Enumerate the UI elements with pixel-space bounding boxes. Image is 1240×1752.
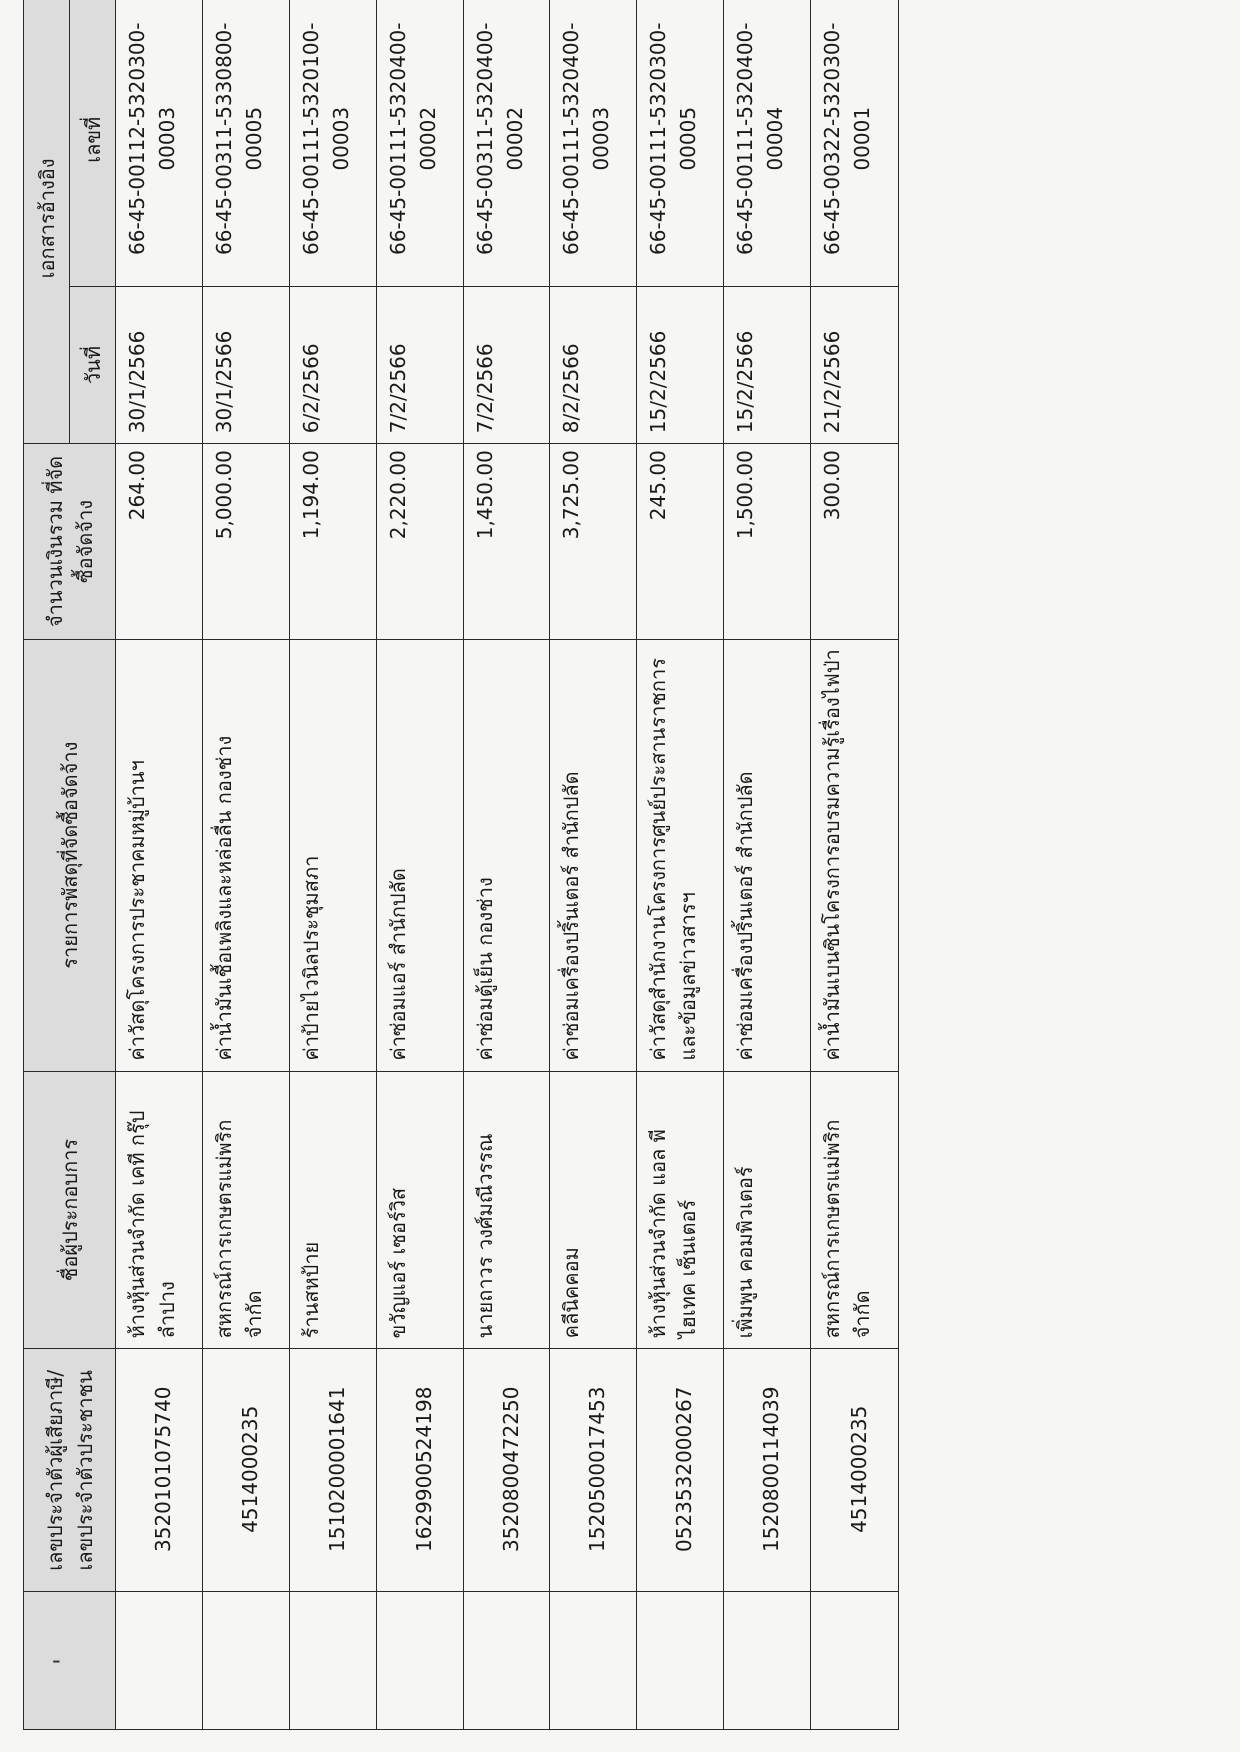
- row-vendor: ห้างหุ้นส่วนจำกัด แอล พี ไฮเทค เซ็นเตอร์: [637, 1071, 724, 1349]
- row-date: 6/2/2566: [290, 286, 377, 443]
- page-edge-mark: -: [52, 1646, 61, 1674]
- table-row: [464, 0, 550, 1730]
- row-blank-cell: [116, 1592, 203, 1730]
- row-date: 8/2/2566: [550, 286, 637, 443]
- row-date: 15/2/2566: [637, 286, 724, 443]
- row-vendor: ร้านสหป้าย: [290, 1071, 377, 1349]
- table-body: [116, 0, 899, 1730]
- header-tax-id: เลขประจำตัวผู้เสียภาษี/ เลขประจำตัวประชาชน: [24, 1349, 116, 1592]
- header-number: เลขที่: [70, 0, 116, 286]
- header-reference-doc: เอกสารอ้างอิง: [24, 0, 70, 444]
- row-amount: 1,450.00: [464, 444, 550, 639]
- row-amount: 1,500.00: [724, 444, 811, 639]
- row-doc-no: 66-45-00111-5320300-00005: [637, 0, 724, 286]
- row-item: ค่าซ่อมตู้เย็น กองช่าง: [464, 639, 550, 1071]
- row-item: ค่าน้ำมันเบนซินโครงการอบรมความรู้เรื่องไฟป่า: [811, 639, 899, 1071]
- row-amount: 264.00: [116, 444, 203, 639]
- table-row: [377, 0, 464, 1730]
- row-tax-id: 3520800472250: [464, 1349, 550, 1592]
- row-doc-no: 66-45-00111-5320400-00004: [724, 0, 811, 286]
- row-item: ค่าซ่อมแอร์ สำนักปลัด: [377, 639, 464, 1071]
- row-item: ค่าวัสดุสำนักงานโครงการศูนย์ประสานราชการและข้อมูลข่าวสารฯ: [637, 639, 724, 1071]
- row-vendor: สหกรณ์การเกษตรแม่พริก จำกัด: [811, 1071, 899, 1349]
- row-blank-cell: [464, 1592, 550, 1730]
- row-date: 15/2/2566: [724, 286, 811, 443]
- row-item: ค่าซ่อมเครื่องปริ้นเตอร์ สำนักปลัด: [724, 639, 811, 1071]
- row-doc-no: 66-45-00111-5320100-00003: [290, 0, 377, 286]
- row-blank-cell: [203, 1592, 290, 1730]
- table-row: [116, 0, 203, 1730]
- row-item: ค่าวัสดุโครงการประชาคมหมู่บ้านฯ: [116, 639, 203, 1071]
- header-vendor: ชื่อผู้ประกอบการ: [24, 1071, 116, 1349]
- row-amount: 245.00: [637, 444, 724, 639]
- row-blank-cell: [550, 1592, 637, 1730]
- row-item: ค่าน้ำมันเชื้อเพลิงและหล่อลื่น กองช่าง: [203, 639, 290, 1071]
- row-doc-no: 66-45-00111-5320400-00003: [550, 0, 637, 286]
- row-amount: 2,220.00: [377, 444, 464, 639]
- row-tax-id: 4514000235: [203, 1349, 290, 1592]
- row-doc-no: 66-45-00111-5320400-00002: [377, 0, 464, 286]
- row-date: 21/2/2566: [811, 286, 899, 443]
- row-vendor: คลีนิคคอม: [550, 1071, 637, 1349]
- row-vendor: เพิ่มพูน คอมพิวเตอร์: [724, 1071, 811, 1349]
- row-amount: 300.00: [811, 444, 899, 639]
- row-item: ค่าป้ายไวนิลประชุมสภา: [290, 639, 377, 1071]
- row-date: 30/1/2566: [203, 286, 290, 443]
- row-vendor: ห้างหุ้นส่วนจำกัด เคที กรุ๊ป ลำปาง: [116, 1071, 203, 1349]
- row-amount: 1,194.00: [290, 444, 377, 639]
- row-tax-id: 1520500017453: [550, 1349, 637, 1592]
- row-item: ค่าซ่อมเครื่องปริ้นเตอร์ สำนักปลัด: [550, 639, 637, 1071]
- row-tax-id: 1629900524198: [377, 1349, 464, 1592]
- procurement-table: [23, 0, 899, 1730]
- row-blank-cell: [811, 1592, 899, 1730]
- table-row: [811, 0, 899, 1730]
- row-doc-no: 66-45-00311-5330800-00005: [203, 0, 290, 286]
- row-doc-no: 66-45-00322-5320300-00001: [811, 0, 899, 286]
- row-vendor: สหกรณ์การเกษตรแม่พริก จำกัด: [203, 1071, 290, 1349]
- header-date: วันที่: [70, 286, 116, 443]
- row-blank-cell: [724, 1592, 811, 1730]
- row-tax-id: 1510200001641: [290, 1349, 377, 1592]
- row-vendor: นายถาวร วงศ์มณีวรรณ: [464, 1071, 550, 1349]
- row-blank-cell: [377, 1592, 464, 1730]
- row-vendor: ขวัญแอร์ เซอร์วิส: [377, 1071, 464, 1349]
- row-amount: 3,725.00: [550, 444, 637, 639]
- row-date: 7/2/2566: [464, 286, 550, 443]
- row-doc-no: 66-45-00112-5320300-00003: [116, 0, 203, 286]
- header-amount: จำนวนเงินรวม ที่จัดซื้อจัดจ้าง: [24, 444, 116, 639]
- row-blank-cell: [637, 1592, 724, 1730]
- row-tax-id: 3520101075740: [116, 1349, 203, 1592]
- row-tax-id: 4514000235: [811, 1349, 899, 1592]
- row-tax-id: 1520800114039: [724, 1349, 811, 1592]
- row-amount: 5,000.00: [203, 444, 290, 639]
- table-row: [203, 0, 290, 1730]
- row-date: 7/2/2566: [377, 286, 464, 443]
- table-row: [724, 0, 811, 1730]
- row-tax-id: 0523532000267: [637, 1349, 724, 1592]
- table-row: [550, 0, 637, 1730]
- row-blank-cell: [290, 1592, 377, 1730]
- row-date: 30/1/2566: [116, 286, 203, 443]
- row-doc-no: 66-45-00311-5320400-00002: [464, 0, 550, 286]
- header-blank: [24, 1592, 116, 1730]
- header-item: รายการพัสดุที่จัดซื้อจัดจ้าง: [24, 639, 116, 1071]
- table-row: [290, 0, 377, 1730]
- table-row: [637, 0, 724, 1730]
